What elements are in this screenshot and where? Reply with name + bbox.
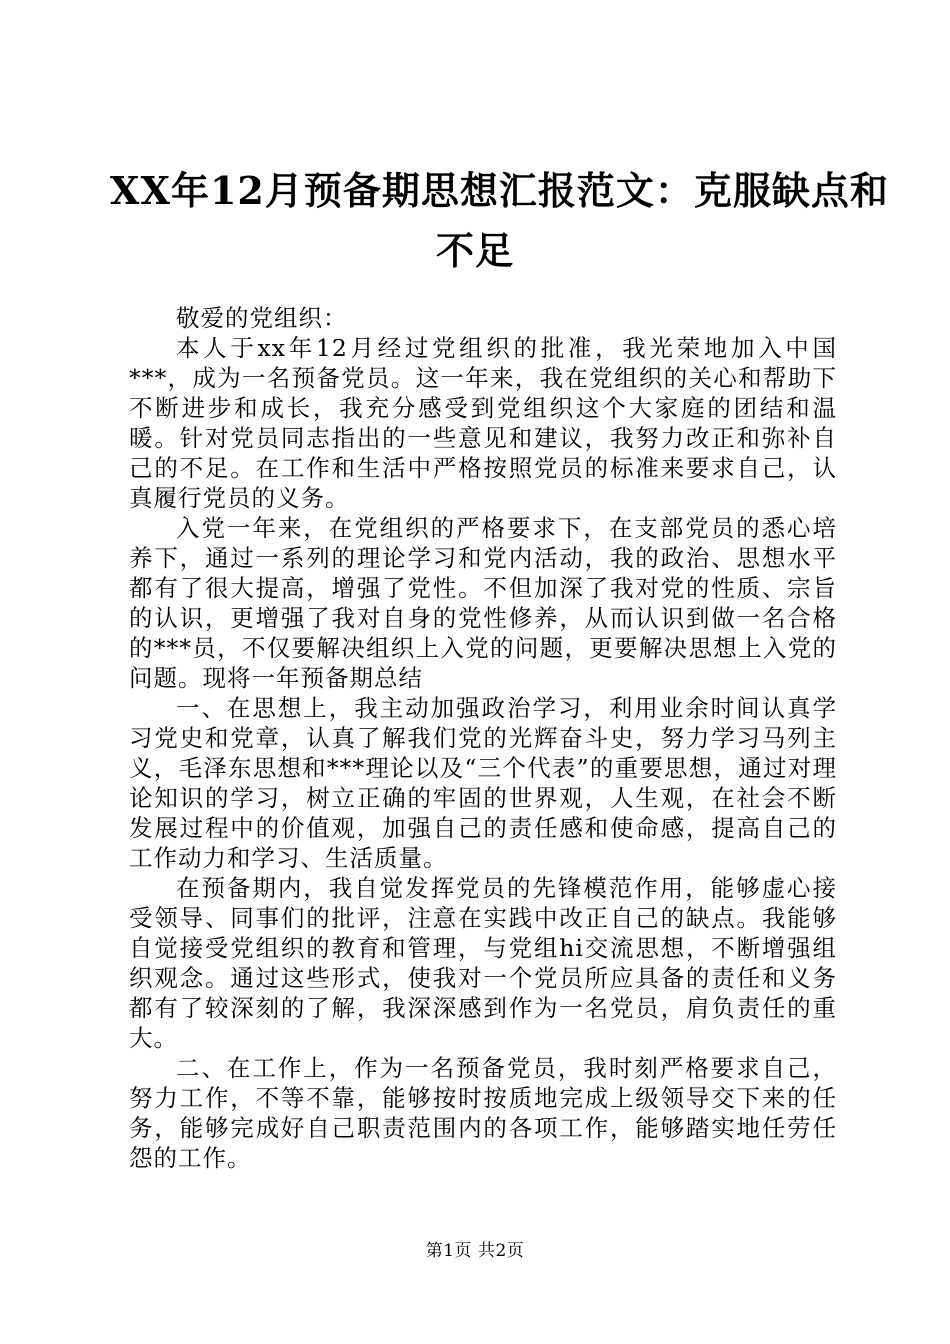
page-number-footer: 第1页 共2页 (425, 1241, 525, 1261)
paragraph-5: 二、在工作上，作为一名预备党员，我时刻严格要求自己，努力工作，不等不靠，能够按时按质地完成上级领导交下来的任务，能够完成好自己职责范围内的各项工作，能够踏实地任劳任怨的工作。 (129, 1054, 837, 1172)
salutation: 敬爱的党组织： (176, 304, 348, 332)
paragraph-3: 一、在思想上，我主动加强政治学习，利用业余时间认真学习党史和党章，认真了解我们党的光辉奋斗史，努力学习马列主义，毛泽东思想和***理论以及“三个代表”的重要思想，通过对理论知识的学习，树立正确的牢固的世界观，人生观，在社会不断发展过程中的价值观，加强自己的责任感和使命感，提高自己的工作动力和学习、生活质量。 (129, 694, 837, 872)
document-title-line-1: XX年12月预备期思想汇报范文：克服缺点和 (110, 168, 889, 213)
paragraph-2: 入党一年来，在党组织的严格要求下，在支部党员的悉心培养下，通过一系列的理论学习和党内活动，我的政治、思想水平都有了很大提高，增强了党性。不但加深了我对党的性质、宗旨的认识，更增强了我对自身的党性修养，从而认识到做一名合格的***员，不仅要解决组织上入党的问题，更要解决思想上入党的问题。现将一年预备期总结 (129, 514, 837, 692)
paragraph-1: 本人于xx年12月经过党组织的批准，我光荣地加入中国***，成为一名预备党员。这一年来，我在党组织的关心和帮助下不断进步和成长，我充分感受到党组织这个大家庭的团结和温暖。针对党员同志指出的一些意见和建议，我努力改正和弥补自己的不足。在工作和生活中严格按照党员的标准来要求自己，认真履行党员的义务。 (129, 334, 837, 512)
document-title-line-2: 不足 (435, 228, 514, 273)
document-body (129, 303, 837, 1173)
paragraph-4: 在预备期内，我自觉发挥党员的先锋模范作用，能够虚心接受领导、同事们的批评，注意在实践中改正自己的缺点。我能够自觉接受党组织的教育和管理，与党组hi交流思想，不断增强组织观念。通过这些形式，使我对一个党员所应具备的责任和义务都有了较深刻的了解，我深深感到作为一名党员，肩负责任的重大。 (129, 874, 837, 1052)
